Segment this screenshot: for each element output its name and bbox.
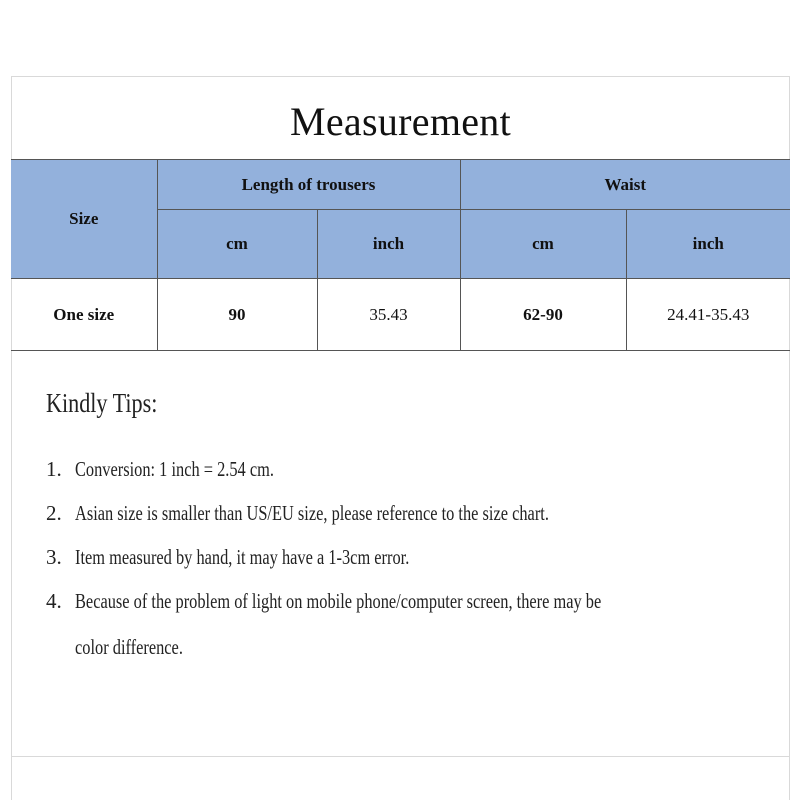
- waist-cm-header: cm: [460, 210, 626, 279]
- tips-heading: Kindly Tips:: [46, 388, 158, 418]
- tip-text-continued: color difference.: [75, 635, 183, 659]
- tip-number: 2.: [46, 501, 62, 525]
- tip-text: Asian size is smaller than US/EU size, please reference to the size chart.: [75, 501, 549, 525]
- list-item: [46, 543, 766, 572]
- table-row: [11, 279, 790, 351]
- list-item: [46, 499, 766, 528]
- length-inch-header: inch: [317, 210, 460, 279]
- list-item: [46, 455, 766, 484]
- waist-cm-cell: 62-90: [460, 279, 626, 351]
- tip-number: 3.: [46, 545, 62, 569]
- length-header: Length of trousers: [157, 160, 460, 210]
- bottom-divider: [11, 756, 790, 757]
- tips-section: [46, 388, 766, 677]
- tip-text: Item measured by hand, it may have a 1-3cm error.: [75, 545, 410, 569]
- page-title: Measurement: [290, 99, 511, 144]
- waist-inch-header: inch: [626, 210, 790, 279]
- list-item: [46, 587, 766, 662]
- waist-header: Waist: [460, 160, 790, 210]
- length-cm-header: cm: [157, 210, 317, 279]
- length-cm-cell: 90: [157, 279, 317, 351]
- size-chart-table: [11, 159, 790, 351]
- tip-text: Because of the problem of light on mobile phone/computer screen, there may be: [75, 589, 602, 613]
- length-inch-cell: 35.43: [317, 279, 460, 351]
- size-cell: One size: [11, 279, 157, 351]
- tip-number: 4.: [46, 589, 62, 613]
- tips-list: [46, 455, 766, 662]
- tip-number: 1.: [46, 457, 62, 481]
- size-header: Size: [11, 160, 157, 279]
- waist-inch-cell: 24.41-35.43: [626, 279, 790, 351]
- tip-text: Conversion: 1 inch = 2.54 cm.: [75, 457, 274, 481]
